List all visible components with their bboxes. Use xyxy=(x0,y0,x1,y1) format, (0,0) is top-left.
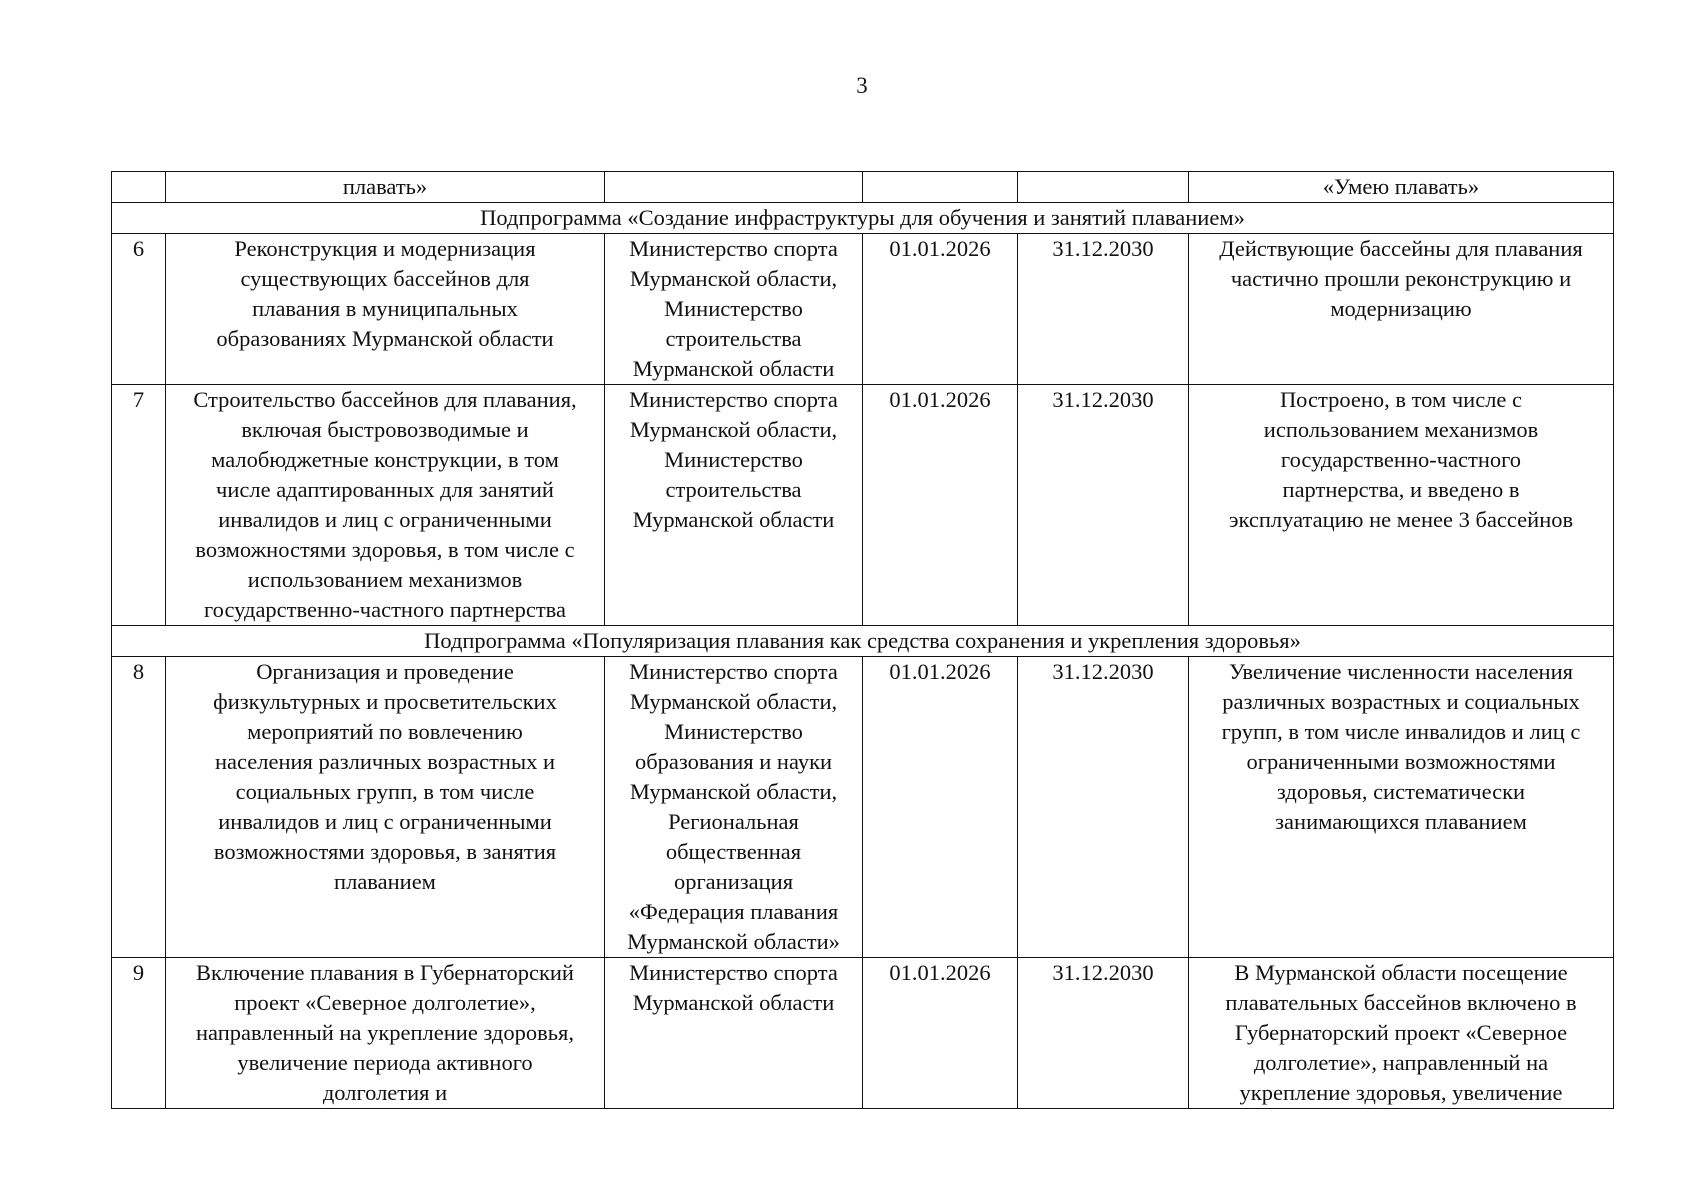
table-cell-start-date xyxy=(863,172,1018,203)
table-cell-end-date: 31.12.2030 xyxy=(1018,958,1189,1109)
table-cell-number: 9 xyxy=(112,958,166,1109)
table-cell-end-date: 31.12.2030 xyxy=(1018,234,1189,385)
table-row xyxy=(112,385,1614,626)
table-cell-end-date xyxy=(1018,172,1189,203)
table-cell-result: Действующие бассейны для плавания частично прошли реконструкцию и модернизацию xyxy=(1189,234,1614,385)
table-cell-activity: плавать» xyxy=(166,172,605,203)
table-cell-executor: Министерство спорта Мурманской области, Министерство образования и науки Мурманской области, Региональная общественная организация «Федерация плавания Мурманской области» xyxy=(605,657,863,958)
table-cell-result: «Умею плавать» xyxy=(1189,172,1614,203)
table-row xyxy=(112,958,1614,1109)
table-cell-number: 7 xyxy=(112,385,166,626)
table-cell-activity: Включение плавания в Губернаторский проект «Северное долголетие», направленный на укрепление здоровья, увеличение периода активного долголетия и xyxy=(166,958,605,1109)
activities-table xyxy=(111,171,1614,1109)
table-cell-executor: Министерство спорта Мурманской области xyxy=(605,958,863,1109)
table-cell-start-date: 01.01.2026 xyxy=(863,385,1018,626)
table-cell-end-date: 31.12.2030 xyxy=(1018,385,1189,626)
table-cell-number: 6 xyxy=(112,234,166,385)
table-cell-executor xyxy=(605,172,863,203)
section-header-row xyxy=(112,203,1614,234)
table-cell-end-date: 31.12.2030 xyxy=(1018,657,1189,958)
table-cell-number: 8 xyxy=(112,657,166,958)
table-cell-activity: Организация и проведение физкультурных и просветительских мероприятий по вовлечению населения различных возрастных и социальных групп, в том числе инвалидов и лиц с ограниченными возможностями здоровья, в занятия плаванием xyxy=(166,657,605,958)
section-title: Подпрограмма «Популяризация плавания как средства сохранения и укрепления здоровья» xyxy=(112,626,1614,657)
table-cell-executor: Министерство спорта Мурманской области, Министерство строительства Мурманской области xyxy=(605,385,863,626)
continuation-row xyxy=(112,172,1614,203)
page-number: 3 xyxy=(856,73,868,98)
table-row xyxy=(112,234,1614,385)
table-cell-start-date: 01.01.2026 xyxy=(863,234,1018,385)
table-cell-activity: Строительство бассейнов для плавания, включая быстровозводимые и малобюджетные конструкции, в том числе адаптированных для занятий инвалидов и лиц с ограниченными возможностями здоровья, в том числе с использованием механизмов государственно-частного партнерства xyxy=(166,385,605,626)
section-header-row xyxy=(112,626,1614,657)
table-cell-activity: Реконструкция и модернизация существующих бассейнов для плавания в муниципальных образованиях Мурманской области xyxy=(166,234,605,385)
table-cell-number xyxy=(112,172,166,203)
table-cell-result: Увеличение численности населения различных возрастных и социальных групп, в том числе инвалидов и лиц с ограниченными возможностями здоровья, систематически занимающихся плаванием xyxy=(1189,657,1614,958)
section-title: Подпрограмма «Создание инфраструктуры для обучения и занятий плаванием» xyxy=(112,203,1614,234)
table-cell-executor: Министерство спорта Мурманской области, Министерство строительства Мурманской области xyxy=(605,234,863,385)
table-cell-start-date: 01.01.2026 xyxy=(863,958,1018,1109)
table-row xyxy=(112,657,1614,958)
table-cell-start-date: 01.01.2026 xyxy=(863,657,1018,958)
table-cell-result: Построено, в том числе с использованием механизмов государственно-частного партнерства, и введено в эксплуатацию не менее 3 бассейнов xyxy=(1189,385,1614,626)
table-cell-result: В Мурманской области посещение плавательных бассейнов включено в Губернаторский проект «Северное долголетие», направленный на укрепление здоровья, увеличение xyxy=(1189,958,1614,1109)
